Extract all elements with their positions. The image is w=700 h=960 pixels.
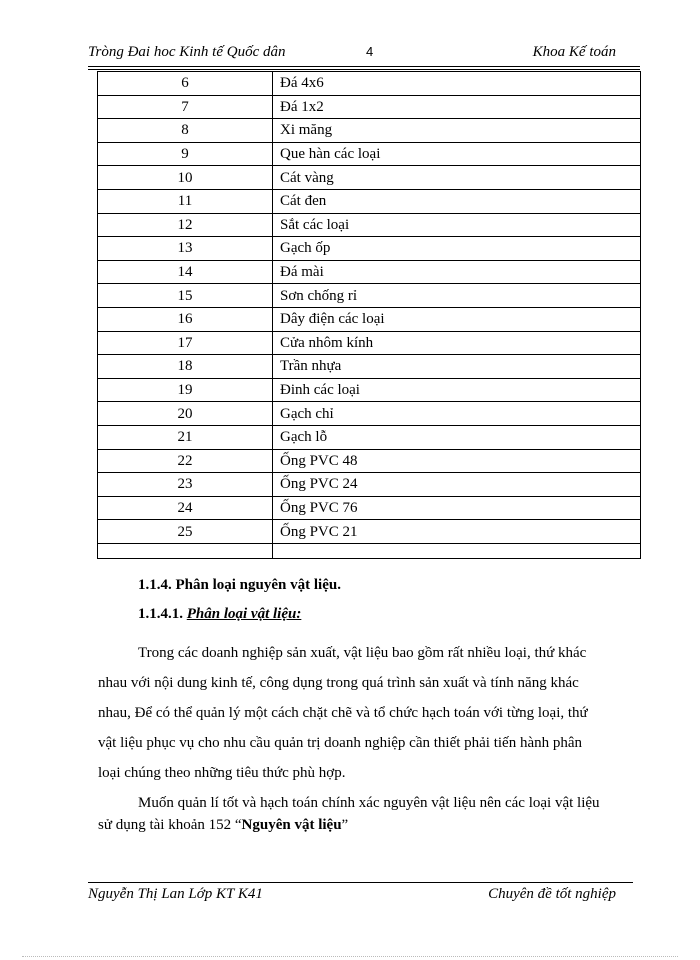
table-row <box>98 473 641 497</box>
empty-cell <box>98 543 273 558</box>
material-name: Ống PVC 48 <box>273 449 641 473</box>
account-name: Nguyên vật liệu <box>241 817 342 833</box>
page-header <box>88 44 616 66</box>
row-number: 10 <box>98 166 273 190</box>
subsection-heading <box>138 606 301 623</box>
table-row <box>98 520 641 544</box>
paragraph-line: Trong các doanh nghiệp sản xuất, vật liệu bao gồm rất nhiều loại, thứ khác <box>138 645 587 661</box>
table-row <box>98 260 641 284</box>
subsection-title: Phân loại vật liệu: <box>186 606 302 622</box>
row-number: 22 <box>98 449 273 473</box>
material-name: Đá mài <box>273 260 641 284</box>
material-name: Gạch chỉ <box>273 402 641 426</box>
table-row <box>98 331 641 355</box>
table-row <box>98 378 641 402</box>
table-row <box>98 307 641 331</box>
material-name: Gạch lỗ <box>273 425 641 449</box>
table-row <box>98 355 641 379</box>
table-row <box>98 402 641 426</box>
material-name: Trần nhựa <box>273 355 641 379</box>
row-number: 7 <box>98 95 273 119</box>
header-rule-double <box>88 69 640 70</box>
material-name: Gạch ốp <box>273 237 641 261</box>
table-row <box>98 449 641 473</box>
material-name: Sắt các loại <box>273 213 641 237</box>
paragraph-account <box>98 792 630 836</box>
material-name: Cửa nhôm kính <box>273 331 641 355</box>
table-row-empty <box>98 543 641 558</box>
row-number: 16 <box>98 307 273 331</box>
row-number: 17 <box>98 331 273 355</box>
footer-title: Chuyên đề tốt nghiệp <box>488 886 616 902</box>
footer-author: Nguyễn Thị Lan Lớp KT K41 <box>88 886 263 902</box>
paragraph-line <box>98 814 630 836</box>
row-number: 12 <box>98 213 273 237</box>
row-number: 15 <box>98 284 273 308</box>
material-name: Ống PVC 76 <box>273 496 641 520</box>
row-number: 21 <box>98 425 273 449</box>
table-row <box>98 284 641 308</box>
row-number: 8 <box>98 119 273 143</box>
table-row <box>98 189 641 213</box>
table-row <box>98 119 641 143</box>
material-name: Đá 1x2 <box>273 95 641 119</box>
section-heading: 1.1.4. Phân loại nguyên vật liệu. <box>138 577 341 593</box>
row-number: 6 <box>98 72 273 96</box>
page-edge-dots <box>22 956 678 957</box>
table-row <box>98 237 641 261</box>
subsection-number: 1.1.4.1. <box>138 606 183 622</box>
paragraph-line: nhau, Để có thể quản lý một cách chặt chẽ và tổ chức hạch toán với từng loại, thứ <box>98 705 588 721</box>
material-name: Đá 4x6 <box>273 72 641 96</box>
row-number: 23 <box>98 473 273 497</box>
table-row <box>98 166 641 190</box>
paragraph-line: Muốn quản lí tốt và hạch toán chính xác nguyên vật liệu nên các loại vật liệu <box>138 795 600 811</box>
text-run: sử dụng tài khoản 152 “ <box>98 817 242 833</box>
row-number: 25 <box>98 520 273 544</box>
material-name: Que hàn các loại <box>273 142 641 166</box>
header-faculty: Khoa Kế toán <box>532 44 616 60</box>
material-name: Ống PVC 21 <box>273 520 641 544</box>
material-name: Đinh các loại <box>273 378 641 402</box>
material-name: Ống PVC 24 <box>273 473 641 497</box>
paragraph-classification <box>98 638 630 788</box>
table-row <box>98 496 641 520</box>
table-row <box>98 95 641 119</box>
footer-rule <box>88 882 633 883</box>
row-number: 14 <box>98 260 273 284</box>
row-number: 20 <box>98 402 273 426</box>
empty-cell <box>273 543 641 558</box>
material-name: Cát vàng <box>273 166 641 190</box>
row-number: 24 <box>98 496 273 520</box>
row-number: 9 <box>98 142 273 166</box>
table-row <box>98 142 641 166</box>
material-name: Xi măng <box>273 119 641 143</box>
paragraph-line: vật liệu phục vụ cho nhu cầu quản trị doanh nghiệp cần thiết phải tiến hành phân <box>98 735 583 751</box>
table-row <box>98 72 641 96</box>
header-rule <box>88 66 640 67</box>
material-name: Dây điện các loại <box>273 307 641 331</box>
text-run: ” <box>341 817 349 833</box>
paragraph-line: nhau với nội dung kinh tế, công dụng trong quá trình sản xuất và tính năng khác <box>98 675 579 691</box>
paragraph-line: loại chúng theo những tiêu thức phù hợp. <box>98 765 346 781</box>
row-number: 19 <box>98 378 273 402</box>
table-row <box>98 213 641 237</box>
table-row <box>98 425 641 449</box>
material-name: Sơn chống rỉ <box>273 284 641 308</box>
row-number: 11 <box>98 189 273 213</box>
row-number: 13 <box>98 237 273 261</box>
material-name: Cát đen <box>273 189 641 213</box>
page-number: 4 <box>366 44 374 59</box>
materials-table <box>97 71 641 559</box>
row-number: 18 <box>98 355 273 379</box>
header-university: Tròng Đai hoc Kinh tế Quốc dân <box>88 44 286 60</box>
